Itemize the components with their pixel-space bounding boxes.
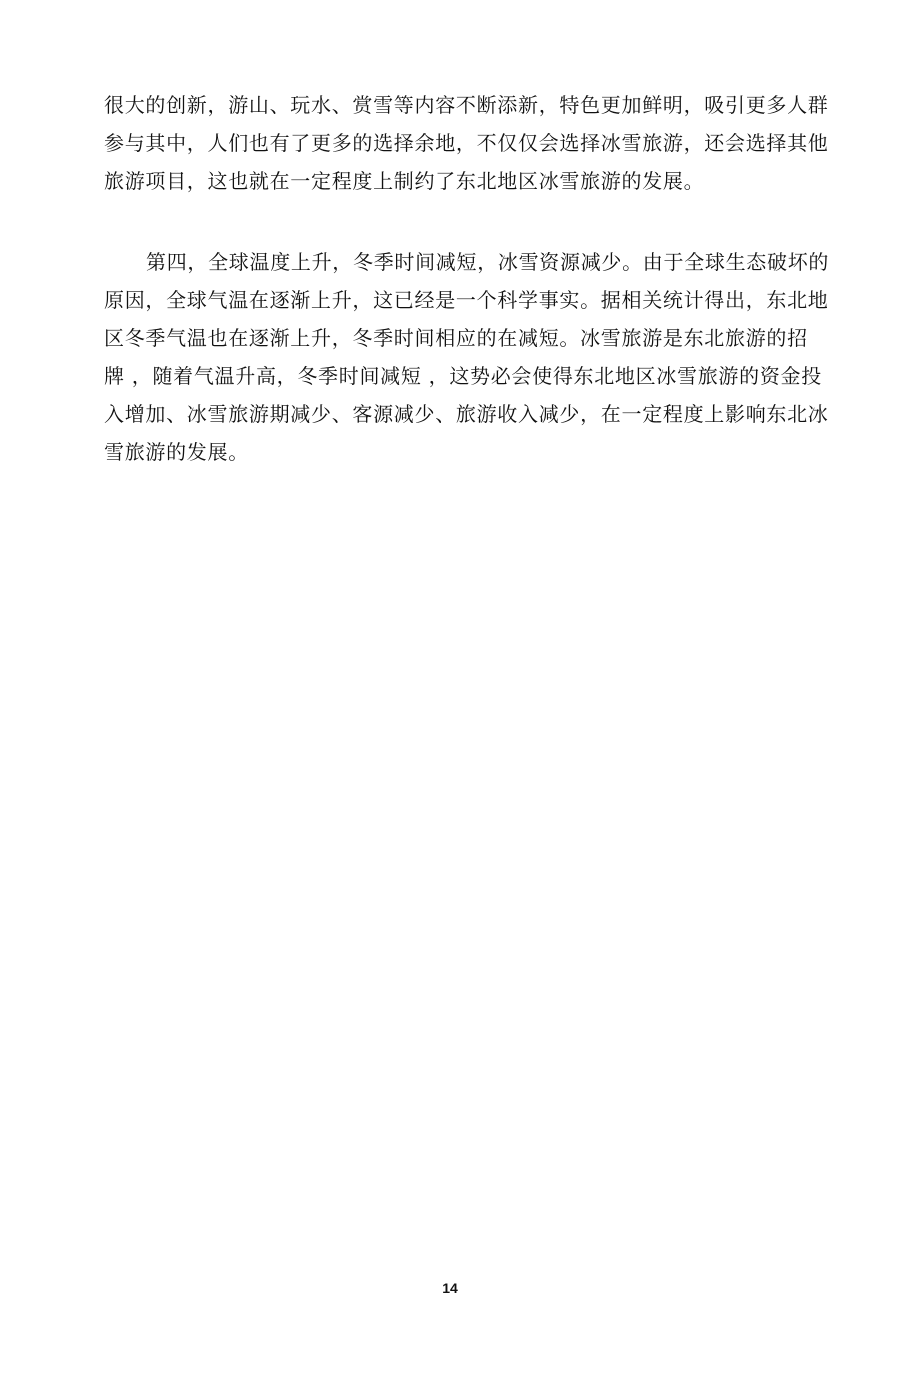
text-line: 牌 ，随着气温升高，冬季时间减短 ，这势必会使得东北地区冰雪旅游的资金投 [104,364,822,388]
text-line: 旅游项目，这也就在一定程度上制约了东北地区冰雪旅游的发展。 [104,169,705,193]
paragraph-continuation [104,86,829,200]
text-line: 入增加、冰雪旅游期减少、客源减少、旅游收入减少，在一定程度上影响东北冰 [104,402,829,426]
text-line: 第四，全球温度上升，冬季时间减短，冰雪资源减少。由于全球生态破坏的 [146,250,830,274]
text-line: 雪旅游的发展。 [104,440,249,464]
text-line: 很大的创新，游山、玩水、赏雪等内容不断添新，特色更加鲜明，吸引更多人群 [104,93,829,117]
text-line: 原因，全球气温在逐渐上升，这已经是一个科学事实。据相关统计得出，东北地 [104,288,829,312]
text-line: 参与其中，人们也有了更多的选择余地，不仅仅会选择冰雪旅游，还会选择其他 [104,131,829,155]
text-line: 区冬季气温也在逐渐上升，冬季时间相应的在减短。冰雪旅游是东北旅游的招 [104,326,808,350]
page-number: 14 [442,1280,458,1296]
paragraph-fourth-point [104,243,830,471]
